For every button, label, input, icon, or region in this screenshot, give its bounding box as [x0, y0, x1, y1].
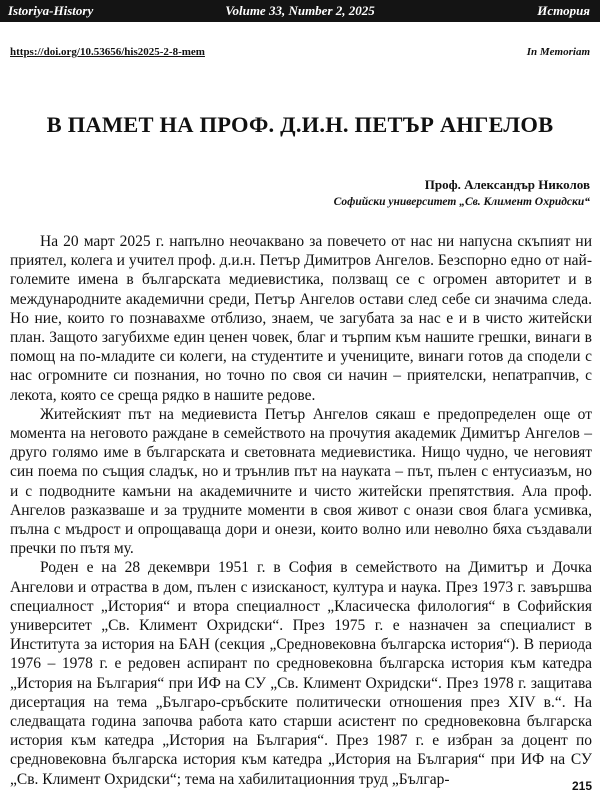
- paragraph: Житейският път на медиевиста Петър Ангелов сякаш е предопределен още от момента на неговото раждане в семейството на прочутия академик Димитър Ангелов – друго голямо име в българската и световната медиевистика. Нищо чудно, че неговият син поема по същия сладък, но и трънлив път на науката – път, пълен с ентусиазъм, но и с подводните камъни на академичните и чисто житейски препятствия. Ала проф. Ангелов разказваше и за трудните моменти в своя живот с онази своя блага усмивка, пълна с мъдрост и опрощаваща дори и онези, които волно или неволно бяха създавали пречки по пътя му.: [10, 405, 592, 558]
- section-name: История: [537, 3, 590, 18]
- running-header: [0, 0, 600, 22]
- journal-name: Istoriya-History: [8, 3, 94, 18]
- author-block: [334, 176, 590, 210]
- paragraph: На 20 март 2025 г. напълно неочаквано за повечето от нас ни напусна скъпият ни приятел, колега и учител проф. д.и.н. Петър Димитров Ангелов. Безспорно едно от най-големите имена в българската медиевистика, ползващ се с огромен авторитет и в международните академични среди, Петър Ангелов остави след себе си значима следа. Но ние, които го познавахме отблизо, знаем, че загубата за нас е и в чисто житейски план. Защото загубихме един ценен човек, благ и търпим към нашите грешки, винаги в помощ на по-младите си колеги, на студентите и учениците, винаги готов да сподели с нас огромните си познания, но точно по своя си начин – приятелски, непатрапчив, с лекота, която се среща рядко в нашите редове.: [10, 233, 592, 404]
- rubric-label: In Memoriam: [526, 46, 590, 58]
- article-body: [10, 232, 592, 789]
- page-number: 215: [571, 779, 592, 793]
- doi-row: [10, 44, 590, 60]
- author-affiliation: Софийски университет „Св. Климент Охридски“: [333, 196, 590, 208]
- issue-info: Volume 33, Number 2, 2025: [225, 3, 375, 18]
- doi-link[interactable]: https://doi.org/10.53656/his2025-2-8-mem: [10, 46, 205, 58]
- author-name: Проф. Александър Николов: [424, 177, 590, 192]
- article-title: В ПАМЕТ НА ПРОФ. Д.И.Н. ПЕТЪР АНГЕЛОВ: [46, 112, 554, 137]
- paragraph: Роден е на 28 декември 1951 г. в София в семейството на Димитър и Дочка Ангелови и отраства в дом, пълен с изисканост, култура и наука. През 1973 г. завършва специалност „История“ и втора специалност „Класическа филология“ в Софийския университет „Св. Климент Охридски“. През 1975 г. е назначен за специалист в Института за история на БАН (секция „Средновековна българска история“). В периода 1976 – 1978 г. е редовен аспирант по средновековна българска история към катедра „История на България“ при ИФ на СУ „Св. Климент Охридски“. През 1978 г. защитава дисертация на тема „Българо-сръбските политически отношения през XIV в.“. На следващата година започва работа като старши асистент по средновековна българска история към катедра „История на България“. През 1987 г. е избран за доцент по средновековна българска история към катедра „История на България“ при ИФ на СУ „Св. Климент Охридски“; тема на хабилитационния труд „Българ-: [10, 559, 592, 788]
